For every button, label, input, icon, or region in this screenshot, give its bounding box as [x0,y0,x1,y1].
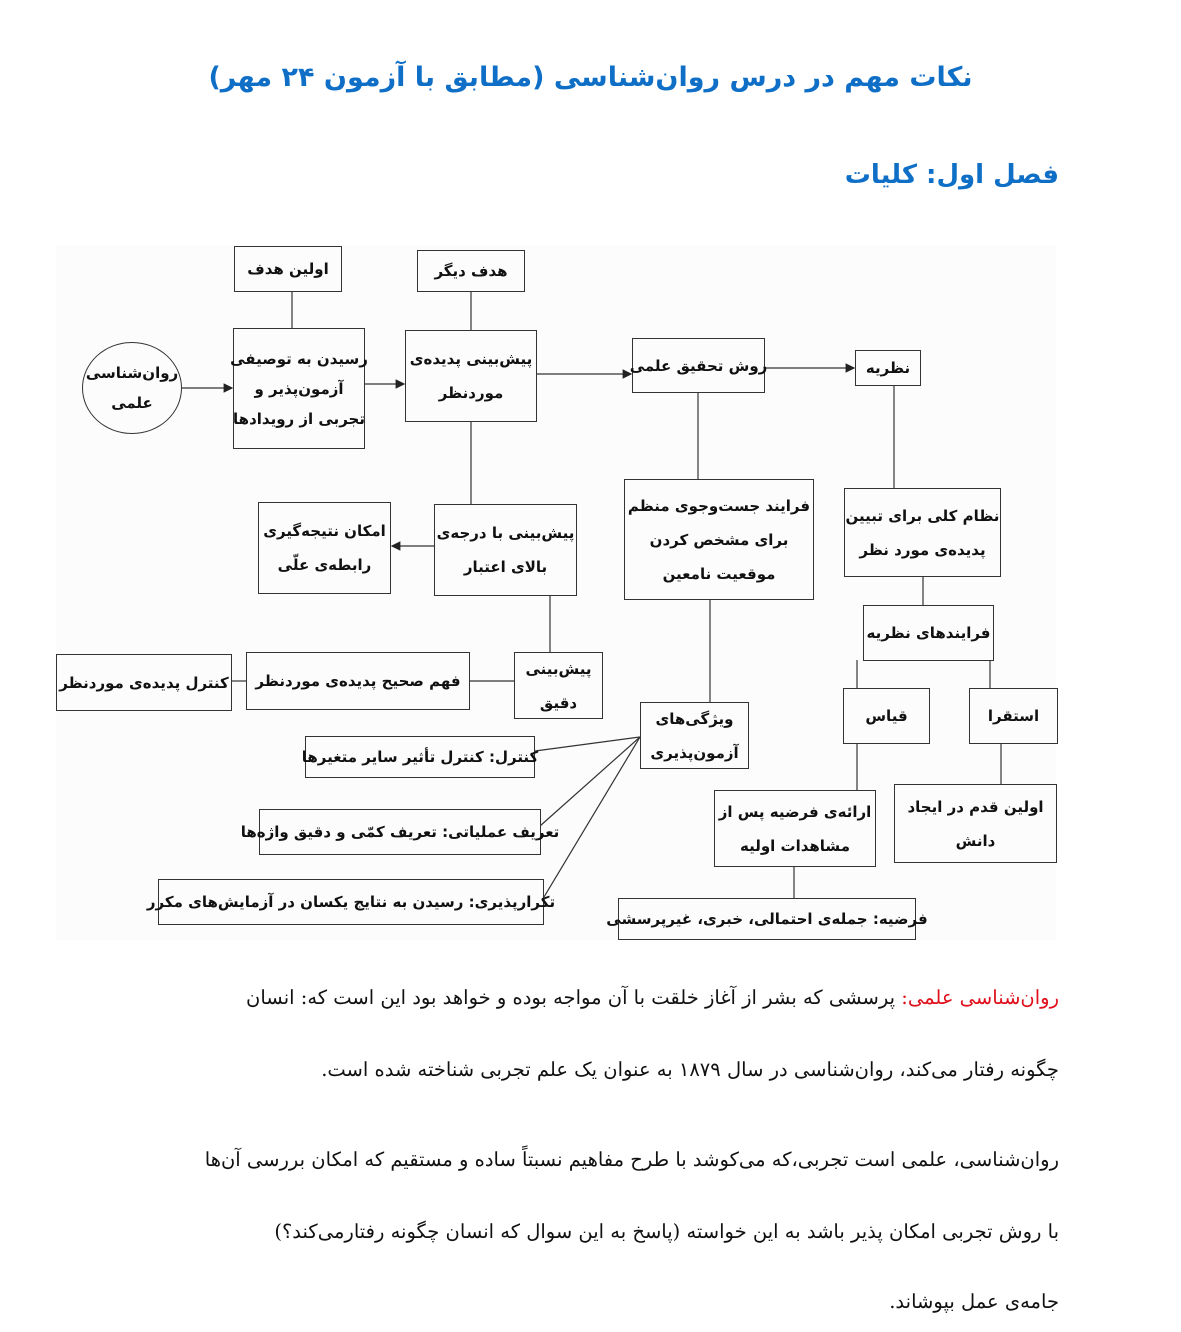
node-first-goal: اولین هدف [234,246,342,292]
node-testability-features: ویژگی‌های آزمون‌پذیری [640,702,749,769]
node-high-validity-prediction: پیش‌بینی با درجه‌ی بالای اعتبار [434,504,577,596]
node-prediction-phenomenon: پیش‌بینی پدیده‌ی موردنظر [405,330,537,422]
paragraph-2-line-2: با روش تجربی امکان پذیر باشد به این خواسته (پاسخ به این سوال که انسان چگونه رفتارمی‌کند؟) [274,1220,1059,1243]
node-first-step-knowledge: اولین قدم در ایجاد دانش [894,784,1057,863]
node-deduction: قیاس [843,688,930,744]
node-induction: استقرا [969,688,1058,744]
highlighted-term: روان‌شناسی علمی: [901,986,1059,1009]
paragraph-1-line-1: روان‌شناسی علمی: پرسشی که بشر از آغاز خلقت با آن مواجه بوده و خواهد بود این است که: انسان [246,986,1059,1009]
connector [540,737,640,826]
node-theory: نظریه [855,350,921,386]
node-hypothesis-after-observation: ارائه‌ی فرضیه پس از مشاهدات اولیه [714,790,876,867]
node-scientific-method: روش تحقیق علمی [632,338,765,393]
node-hypothesis-definition: فرضیه: جمله‌ی احتمالی، خبری، غیرپرسشی [618,898,916,940]
node-exact-prediction: پیش‌بینی دقیق [514,652,603,719]
node-control-variables: کنترل: کنترل تأثیر سایر متغیرها [305,736,535,778]
node-operational-definition: تعریف عملیاتی: تعریف کمّی و دقیق واژه‌ها [259,809,541,855]
node-theory-processes: فرایندهای نظریه [863,605,994,661]
node-systematic-search: فرایند جست‌وجوی منظم برای مشخص کردن موقعیت نامعین [624,479,814,600]
paragraph-1-line-2: چگونه رفتار می‌کند، روان‌شناسی در سال ۱۸۷۹ به عنوان یک علم تجربی شناخته شده است. [321,1058,1059,1081]
page-title: نکات مهم در درس روان‌شناسی (مطابق با آزمون ۲۴ مهر) [208,62,973,93]
paragraph-2-line-3: جامه‌ی عمل بپوشاند. [889,1290,1059,1313]
connector [535,737,640,751]
node-other-goal: هدف دیگر [417,250,525,292]
concept-diagram [56,246,1056,940]
node-general-system: نظام کلی برای تبیین پدیده‌ی مورد نظر [844,488,1001,577]
node-correct-understanding: فهم صحیح پدیده‌ی موردنظر [246,652,470,710]
node-control-phenomenon: کنترل پدیده‌ی موردنظر [56,654,232,711]
node-replicability: تکرارپذیری: رسیدن به نتایج یکسان در آزمایش‌های مکرر [158,879,544,925]
node-testable-description: رسیدن به توصیفی آزمون‌پذیر و تجربی از رویدادها [233,328,365,449]
node-causal-inference: امکان نتیجه‌گیری رابطه‌ی علّی [258,502,391,594]
section-heading: فصل اول: کلیات [844,160,1059,190]
paragraph-2-line-1: روان‌شناسی، علمی است تجربی،که می‌کوشد با طرح مفاهیم نسبتاً ساده و مستقیم که امکان بررسی آن‌ها [204,1148,1059,1171]
node-scientific-psychology: روان‌شناسی علمی [82,342,182,434]
